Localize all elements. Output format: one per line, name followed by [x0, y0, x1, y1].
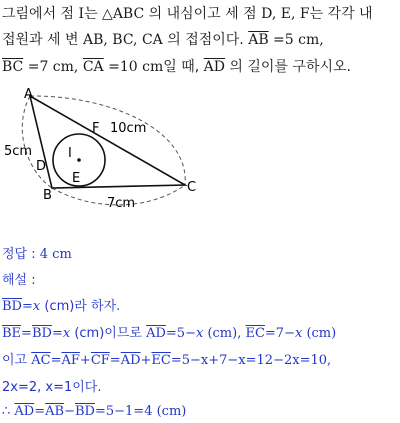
- vertex-b-label: B: [43, 188, 52, 203]
- sides-list: AB, BC, CA: [82, 32, 163, 48]
- segment-ca: $\overline{CA}$: [82, 59, 104, 75]
- segment-ad: $\overline{AD}$: [14, 404, 35, 419]
- solution-text: =: [21, 326, 32, 341]
- solution-line-4: [2, 378, 102, 398]
- solution-text: =: [21, 299, 33, 314]
- segment-ca-value: =10 cm: [103, 59, 164, 75]
- segment-ab-value: =5 cm,: [268, 32, 324, 48]
- solution-text: =5−: [165, 326, 196, 341]
- variable-x: x: [195, 326, 204, 341]
- solution-label: 해설 :: [2, 273, 36, 288]
- solution-text: 2x=2, x=1이다.: [2, 380, 102, 395]
- problem-text: 접원과 세 변: [2, 32, 83, 48]
- triangle-figure: [0, 80, 240, 215]
- variable-x: x: [62, 326, 71, 341]
- arc-ab: [22, 96, 52, 188]
- problem-text: 의 접점이다.: [162, 32, 249, 48]
- problem-line-1: [2, 4, 373, 24]
- answer-line: [2, 245, 72, 265]
- solution-text: =5−1=4 (cm): [94, 404, 187, 419]
- triangle-symbol: △ABC: [102, 6, 145, 22]
- solution-text: (cm)이므로: [70, 326, 147, 341]
- segment-cf: $\overline{CF}$: [90, 353, 110, 368]
- segment-ec: $\overline{EC}$: [245, 326, 265, 341]
- segment-bd: $\overline{BD}$: [31, 326, 52, 341]
- segment-bc-value: =7 cm,: [23, 59, 83, 75]
- segment-be: $\overline{BE}$: [2, 326, 22, 341]
- segment-ab: $\overline{AB}$: [248, 32, 269, 48]
- incenter-dot: [77, 158, 81, 162]
- segment-ab: $\overline{AB}$: [45, 404, 65, 419]
- label-ca-length: 10cm: [110, 121, 147, 136]
- label-bc-length: 7cm: [107, 196, 136, 211]
- segment-af: $\overline{AF}$: [61, 353, 80, 368]
- solution-text: (cm)라 하자.: [40, 299, 121, 314]
- segment-bd: $\overline{BD}$: [74, 404, 95, 419]
- label-ab-length: 5cm: [4, 144, 33, 159]
- problem-line-3: [2, 57, 351, 77]
- solution-line-1: [2, 297, 120, 317]
- solution-text: =5−x+7−x=12−2x=10,: [170, 353, 332, 368]
- solution-text: +: [140, 353, 152, 368]
- variable-x: x: [294, 326, 303, 341]
- problem-line-2: [2, 30, 324, 50]
- point-e-label: E: [72, 171, 81, 186]
- problem-text: 그림에서 점: [2, 6, 79, 22]
- segment-bd: $\overline{BD}$: [2, 299, 22, 314]
- solution-text: 이고: [2, 353, 32, 368]
- incenter-label: I: [68, 146, 72, 161]
- problem-text: 일 때,: [163, 59, 204, 75]
- answer-label: 정답 :: [2, 247, 40, 262]
- point-d-label: D: [36, 159, 47, 174]
- variable-x: x: [32, 299, 41, 314]
- solution-text: =: [51, 326, 63, 341]
- segment-ec: $\overline{EC}$: [151, 353, 171, 368]
- incenter-symbol: I: [78, 6, 85, 22]
- vertex-c-label: C: [187, 180, 197, 195]
- therefore-symbol: ∴: [2, 404, 15, 419]
- solution-line-5: [2, 402, 186, 422]
- triangle-abc: [30, 96, 185, 188]
- segment-ac: $\overline{AC}$: [31, 353, 51, 368]
- solution-text: =: [109, 353, 121, 368]
- vertex-a-label: A: [24, 87, 33, 102]
- problem-text: 는 각각 내: [309, 6, 373, 22]
- solution-text: (cm): [302, 326, 337, 341]
- solution-text: =: [34, 404, 46, 419]
- answer-value: 4 cm: [39, 247, 72, 262]
- solution-text: =: [50, 353, 62, 368]
- problem-text: 는: [84, 6, 103, 22]
- segment-bc: $\overline{BC}$: [2, 59, 24, 75]
- solution-line-2: [2, 324, 336, 344]
- segment-ad: $\overline{AD}$: [120, 353, 141, 368]
- solution-text: (cm),: [203, 326, 246, 341]
- problem-text: 의 내심이고 세 점: [144, 6, 262, 22]
- tangent-points: D, E, F: [261, 6, 310, 22]
- point-f-label: F: [92, 121, 100, 136]
- segment-ad: $\overline{AD}$: [146, 326, 166, 341]
- problem-text: 의 길이를 구하시오.: [224, 59, 351, 75]
- solution-text: −: [64, 404, 75, 419]
- solution-text: +: [79, 353, 91, 368]
- solution-text: =7−: [264, 326, 295, 341]
- segment-ad: $\overline{AD}$: [203, 59, 225, 75]
- solution-line-3: [2, 351, 331, 371]
